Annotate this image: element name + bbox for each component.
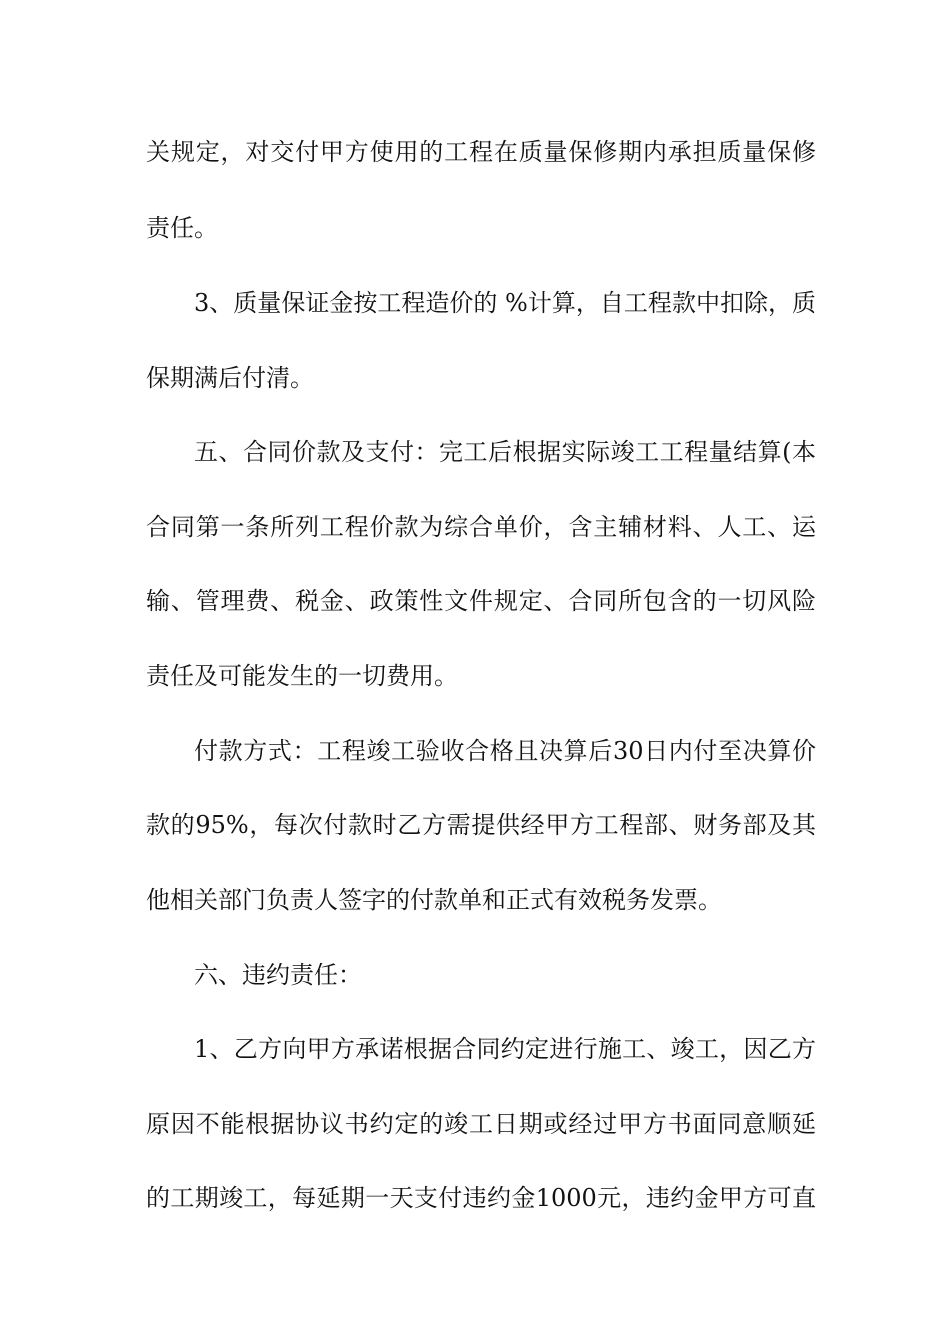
text-line: 付款方式：工程竣工验收合格且决算后30日内付至决算价: [194, 737, 816, 765]
text-line: 责任及可能发生的一切费用。: [146, 662, 458, 690]
text-line: 保期满后付清。: [146, 364, 314, 392]
text-line: 责任。: [146, 214, 218, 242]
text-line: 1、乙方向甲方承诺根据合同约定进行施工、竣工，因乙方: [194, 1035, 816, 1063]
text-line: 的工期竣工，每延期一天支付违约金1000元，违约金甲方可直: [146, 1184, 816, 1212]
text-line: 五、合同价款及支付：完工后根据实际竣工工程量结算(本: [194, 438, 816, 466]
section-heading: 六、违约责任：: [194, 961, 362, 989]
text-line: 3、质量保证金按工程造价的 %计算，自工程款中扣除，质: [194, 289, 816, 317]
text-line: 合同第一条所列工程价款为综合单价，含主辅材料、人工、运: [146, 513, 816, 541]
text-line: 他相关部门负责人签字的付款单和正式有效税务发票。: [146, 886, 722, 914]
text-line: 款的95%，每次付款时乙方需提供经甲方工程部、财务部及其: [146, 811, 816, 839]
text-line: 关规定，对交付甲方使用的工程在质量保修期内承担质量保修: [146, 138, 816, 166]
text-line: 输、管理费、税金、政策性文件规定、合同所包含的一切风险: [146, 587, 816, 615]
text-line: 原因不能根据协议书约定的竣工日期或经过甲方书面同意顺延: [146, 1110, 816, 1138]
